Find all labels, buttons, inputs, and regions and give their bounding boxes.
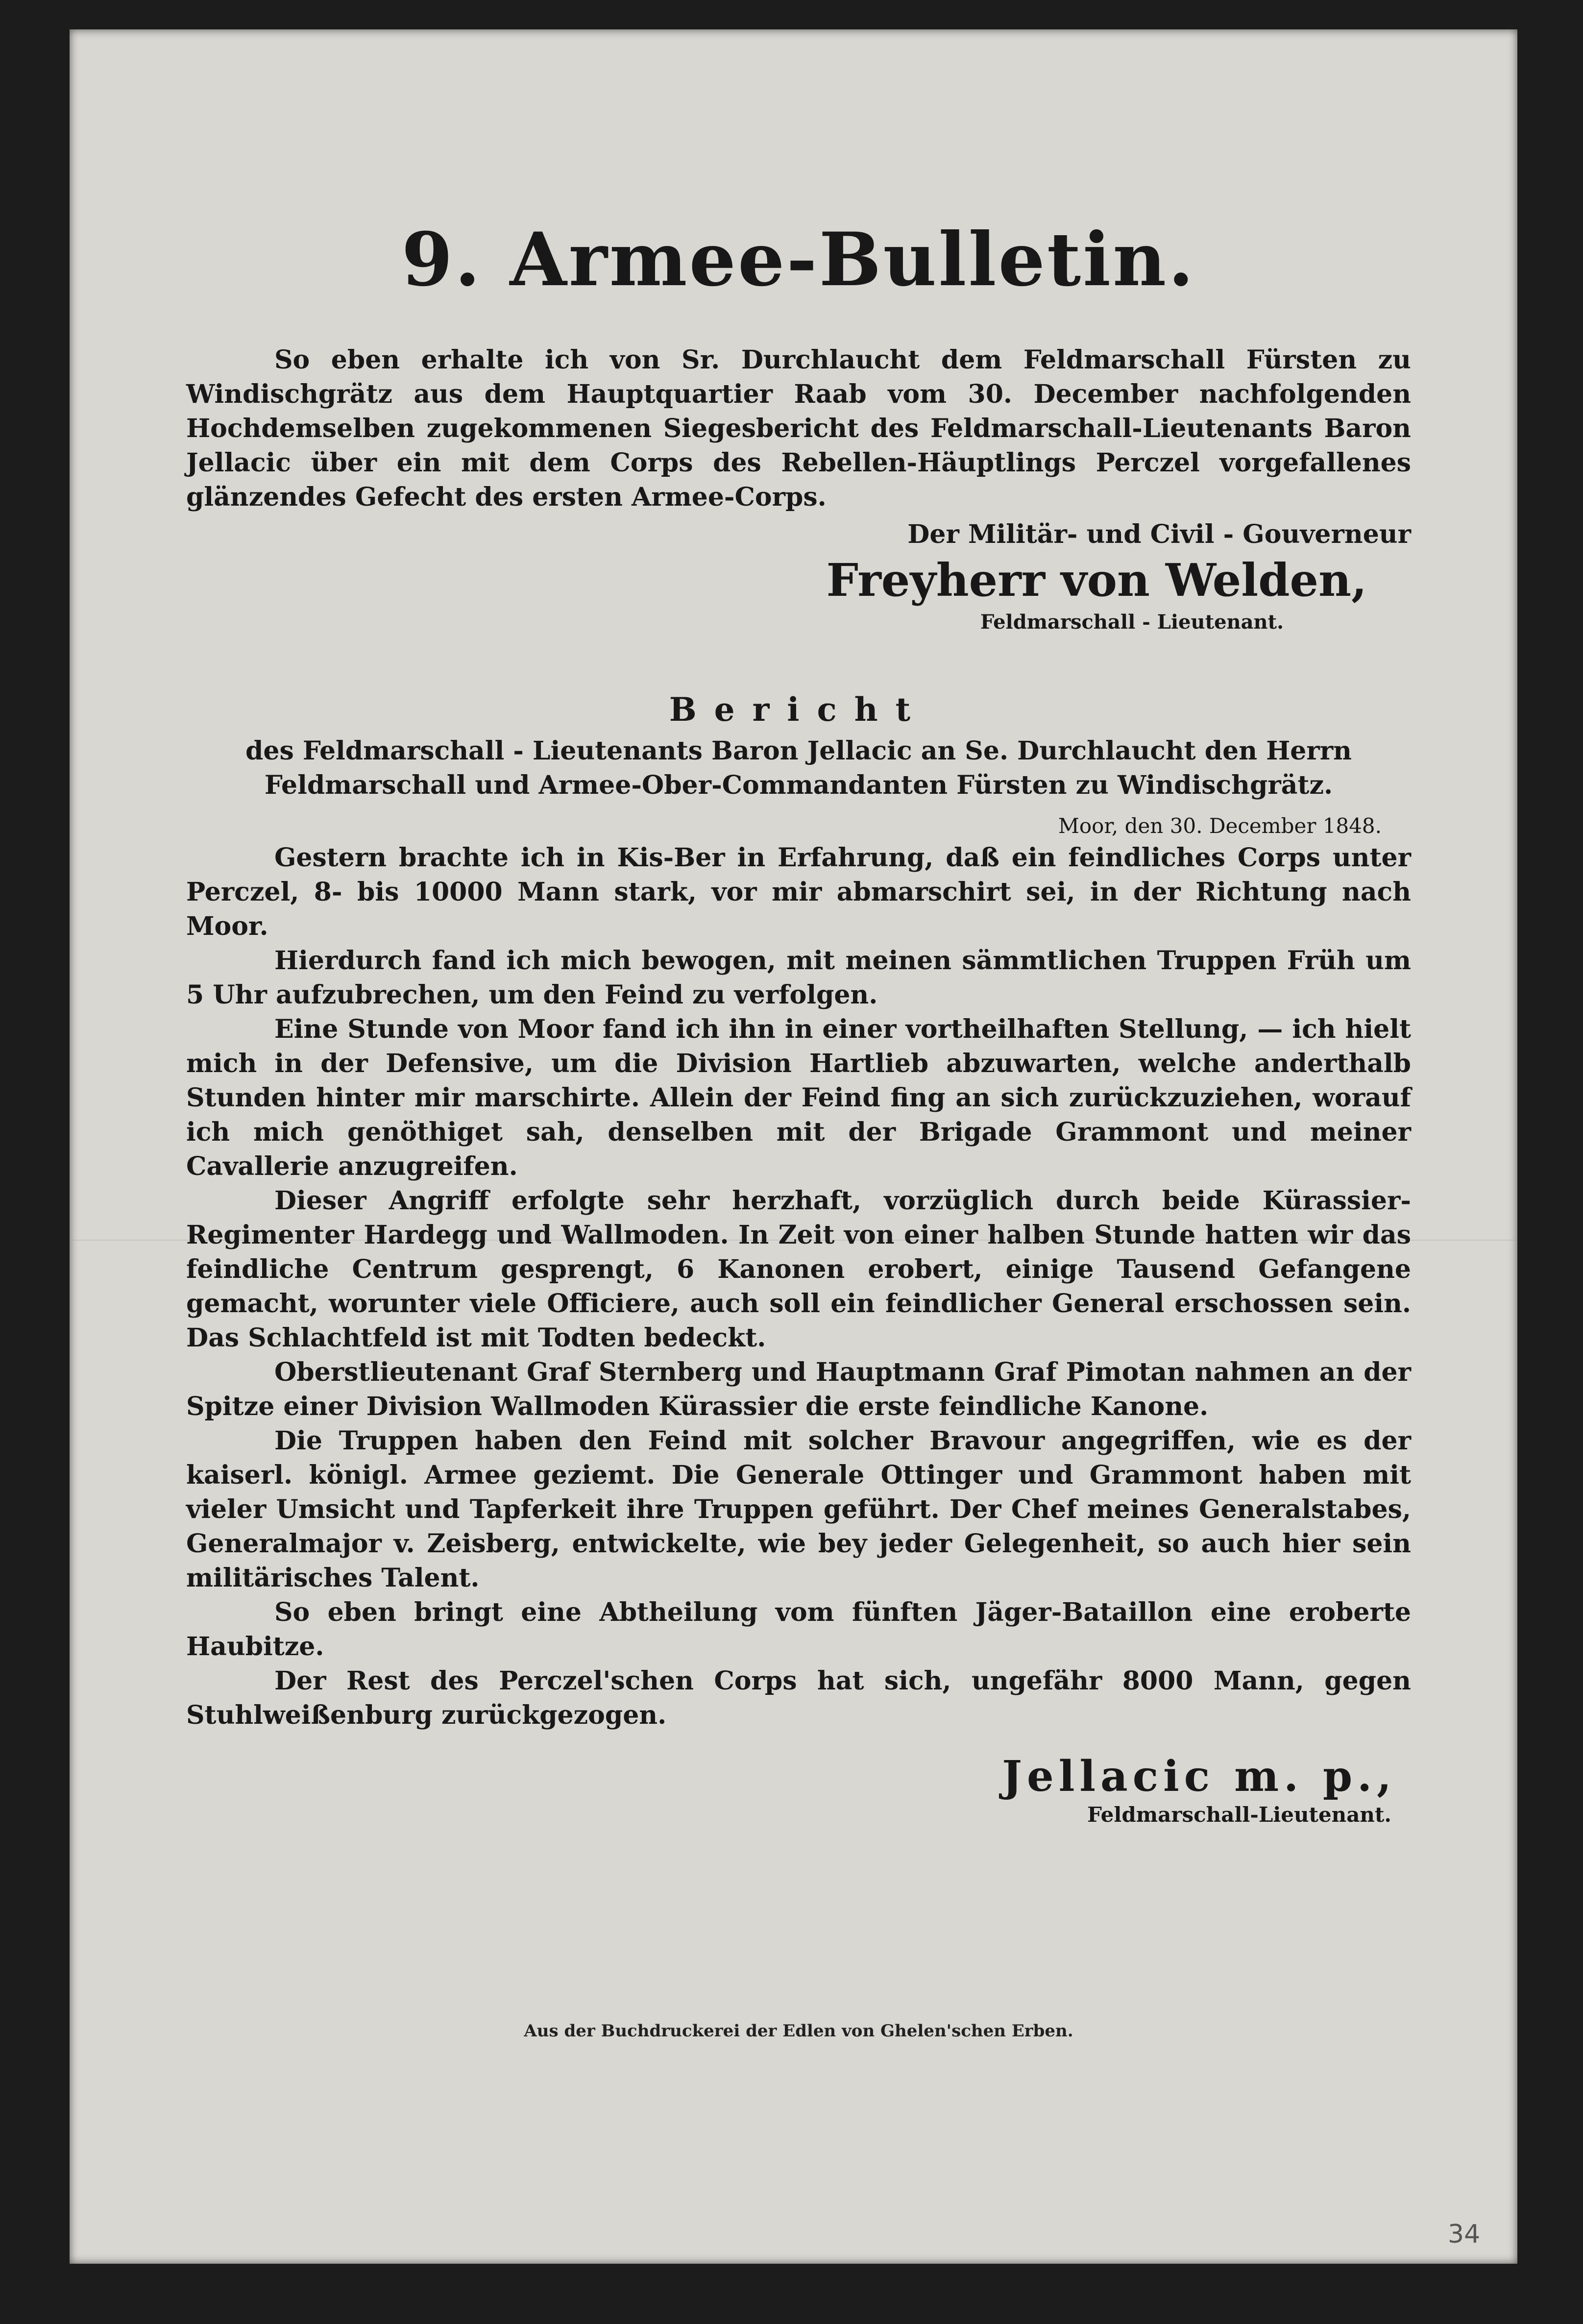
report-subheading: des Feldmarschall - Lieutenants Baron Jellacic an Se. Durchlaucht den Herrn Feldmarschall und Armee-Ober-Commandanten Fürsten zu Windischgrätz. [245, 736, 1352, 800]
signature-name: Jellacic m. p., [1002, 1752, 1396, 1801]
archive-folio-number: 34 [1448, 2220, 1481, 2249]
intro-paragraph: So eben erhalte ich von Sr. Durchlaucht dem Feldmarschall Fürsten zu Windischgrätz aus dem Hauptquartier Raab vom 30. December nachfolgenden Hochdemselben zugekommenen Siegesbericht des Feldmarschall-Lieutenants Baron Jellacic über ein mit dem Corps des Rebellen-Häuptlings Perczel vorgefallenes glänzendes Gefecht des ersten Armee-Corps. [186, 345, 1411, 512]
report-dateline: Moor, den 30. December 1848. [1058, 814, 1382, 838]
governor-name: Freyherr von Welden, [826, 554, 1367, 607]
governor-title: Der Militär- und Civil - Gouverneur [907, 519, 1411, 549]
document-body [186, 216, 1411, 1829]
report-paragraph: Oberstlieutenant Graf Sternberg und Hauptmann Graf Pimotan nahmen an der Spitze einer Division Wallmoden Kürassier die erste feindliche Kanone. [186, 1357, 1411, 1421]
report-paragraph: Hierdurch fand ich mich bewogen, mit meinen sämmtlichen Truppen Früh um 5 Uhr aufzubrechen, um den Feind zu verfolgen. [186, 946, 1411, 1010]
bulletin-title: 9. Armee-Bulletin. [401, 217, 1196, 303]
report-paragraph: Die Truppen haben den Feind mit solcher Bravour angegriffen, wie es der kaiserl. königl. Armee geziemt. Die Generale Ottinger und Grammont haben mit vieler Umsicht und Tapferkeit ihre Truppen geführt. Der Chef meines Generalstabes, Generalmajor v. Zeisberg, entwickelte, wie bey jeder Gelegenheit, so auch hier sein militärisches Talent. [186, 1426, 1411, 1593]
report-paragraph: So eben bringt eine Abtheilung vom fünften Jäger-Bataillon eine eroberte Haubitze. [186, 1597, 1411, 1662]
printer-imprint: Aus der Buchdruckerei der Edlen von Ghelen'schen Erben. [524, 2021, 1073, 2041]
signature-rank: Feldmarschall-Lieutenant. [1087, 1803, 1391, 1827]
report-paragraph: Dieser Angriff erfolgte sehr herzhaft, vorzüglich durch beide Kürassier-Regimenter Hardegg und Wallmoden. In Zeit von einer halben Stunde hatten wir das feindliche Centrum gesprengt, 6 Kanonen erobert, einige Tausend Gefangene gemacht, worunter viele Officiere, auch soll ein feindlicher General erschossen sein. Das Schlachtfeld ist mit Todten bedeckt. [186, 1186, 1411, 1353]
report-paragraph: Gestern brachte ich in Kis-Ber in Erfahrung, daß ein feindliches Corps unter Perczel, 8- bis 10000 Mann stark, vor mir abmarschirt sei, in der Richtung nach Moor. [186, 843, 1411, 941]
governor-rank: Feldmarschall - Lieutenant. [980, 611, 1284, 634]
report-paragraph: Der Rest des Perczel'schen Corps hat sich, ungefähr 8000 Mann, gegen Stuhlweißenburg zurückgezogen. [186, 1666, 1411, 1730]
report-paragraph: Eine Stunde von Moor fand ich ihn in einer vortheilhaften Stellung, — ich hielt mich in der Defensive, um die Division Hartlieb abzuwarten, welche anderthalb Stunden hinter mir marschirte. Allein der Feind fing an sich zurückzuziehen, worauf ich mich genöthiget sah, denselben mit der Brigade Grammont und meiner Cavallerie anzugreifen. [186, 1014, 1411, 1181]
report-heading: Bericht [669, 690, 928, 729]
